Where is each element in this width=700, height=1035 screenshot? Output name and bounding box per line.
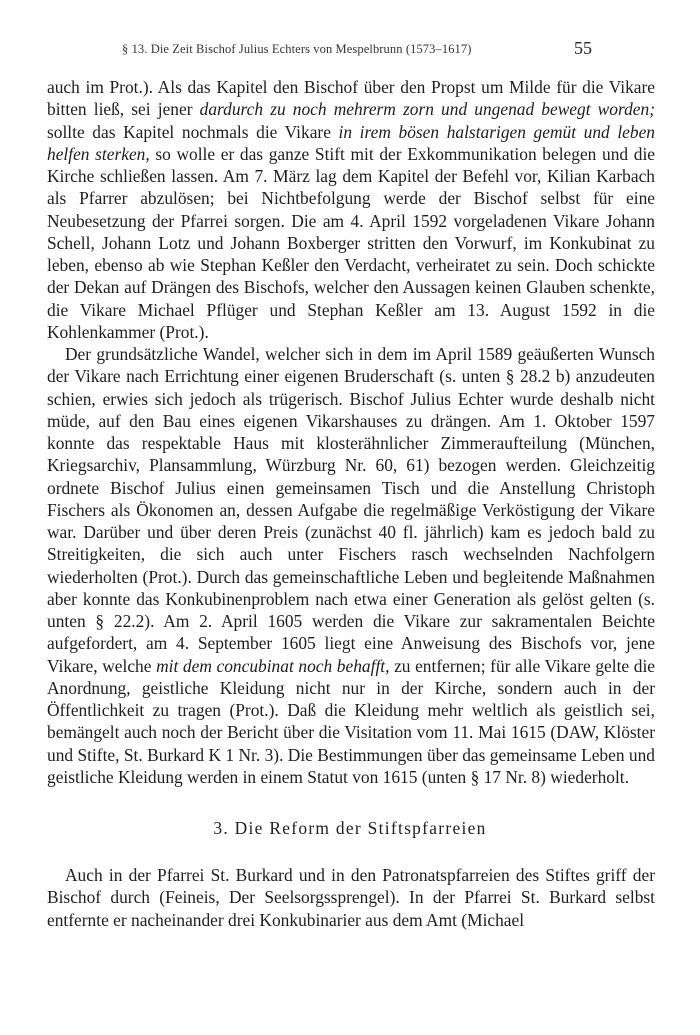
quotation: mit dem concubinat noch behafft, (156, 655, 390, 676)
text-run: auch im Prot.). Als das Kapitel den Bischof über den Propst um Milde für die Vikare bitten ließ, sei jener (47, 77, 655, 120)
text-run: zu entfernen; für alle Vikare gelte die Anordnung, geistliche Kleidung nicht nur in der Kirche, sondern auch in der Öffentlichkeit zu tragen (Prot.). Daß die Kleidung mehr weltlich als geistlich sei, bemängelt auch noch der Bericht über die Visitation vom 11. Mai 1615 (DAW, Klöster und Stifte, St. Burkard K 1 Nr. 3). Die Bestimmungen über das gemeinsame Leben und geistliche Kleidung werden in einem Statut von 1615 (unten § 17 Nr. 8) wiederholt. (47, 655, 655, 787)
quotation: in irem bösen halstarigen gemüt und leben helfen sterken, (47, 121, 655, 164)
text-run: Der grundsätzliche Wandel, welcher sich in dem im April 1589 geäußerten Wunsch der Vikare nach Errichtung einer eigenen Bruderschaft (s. unten § 28.2 b) anzudeuten schien, erwies sich jedoch als trügerisch. Bischof Julius Echter wurde deshalb nicht müde, auf den Bau eines eigenen Vikarshauses zu drängen. Am 1. Oktober 1597 konnte das respektable Haus mit klosterähnlicher Zimmeraufteilung (München, Kriegsarchiv, Plansammlung, Würzburg Nr. 60, 61) bezogen werden. Gleichzeitig ordnete Bischof Julius einen gemeinsamen Tisch und die Anstellung Christoph Fischers als Ökonomen an, dessen Aufgabe die regelmäßige Verköstigung der Vikare war. Darüber und über deren Preis (zunächst 40 fl. jährlich) kam es jedoch bald zu Streitigkeiten, die sich auch unter Fischers rasch wechselnden Nachfolgern wiederholten (Prot.). Durch das gemeinschaftliche Leben und begleitende Maßnahmen aber konnte das Konkubinenproblem nach etwa einer Generation als gelöst gelten (s. unten § 22.2). Am 2. April 1605 werden die Vikare zur sakramentalen Beichte aufgefordert, am 4. September 1605 liegt eine Anweisung des Bischofs vor, jene Vikare, welche (47, 344, 655, 676)
section-text (47, 864, 655, 931)
paragraph (47, 76, 655, 343)
body-text (47, 76, 655, 788)
text-run: sollte das Kapitel nochmals die Vikare (47, 121, 339, 142)
quotation: dardurch zu noch mehrerm zorn und ungenad bewegt worden; (199, 99, 655, 120)
page-header (122, 38, 592, 64)
section-heading: 3. Die Reform der Stiftspfarreien (213, 818, 487, 838)
paragraph: Auch in der Pfarrei St. Burkard und in den Patronatspfarreien des Stiftes griff der Bischof durch (Feineis, Der Seelsorgssprengel). In der Pfarrei St. Burkard selbst entfernte er nacheinander drei Konkubinarier aus dem Amt (Michael (47, 865, 655, 930)
paragraph (47, 343, 655, 788)
text-run: so wolle er das ganze Stift mit der Exkommunikation belegen und die Kirche schließen lassen. Am 7. März lag dem Kapitel der Befehl vor, Kilian Karbach als Pfarrer abzulösen; bei Nichtbefolgung werde der Bischof selbst für eine Neubesetzung der Pfarrei sorgen. Die am 4. April 1592 vorgeladenen Vikare Johann Schell, Johann Lotz und Johann Boxberger stritten den Vorwurf, im Konkubinat zu leben, ebenso ab wie Stephan Keßler den Verdacht, verheiratet zu sein. Doch schickte der Dekan auf Drängen des Bischofs, welcher den Aussagen keinen Glauben schenkte, die Vikare Michael Pflüger und Stephan Keßler am 13. August 1592 in die Kohlenkammer (Prot.). (47, 143, 655, 342)
running-title: § 13. Die Zeit Bischof Julius Echters von Mespelbrunn (1573–1617) (122, 42, 472, 56)
page-number: 55 (574, 38, 592, 58)
